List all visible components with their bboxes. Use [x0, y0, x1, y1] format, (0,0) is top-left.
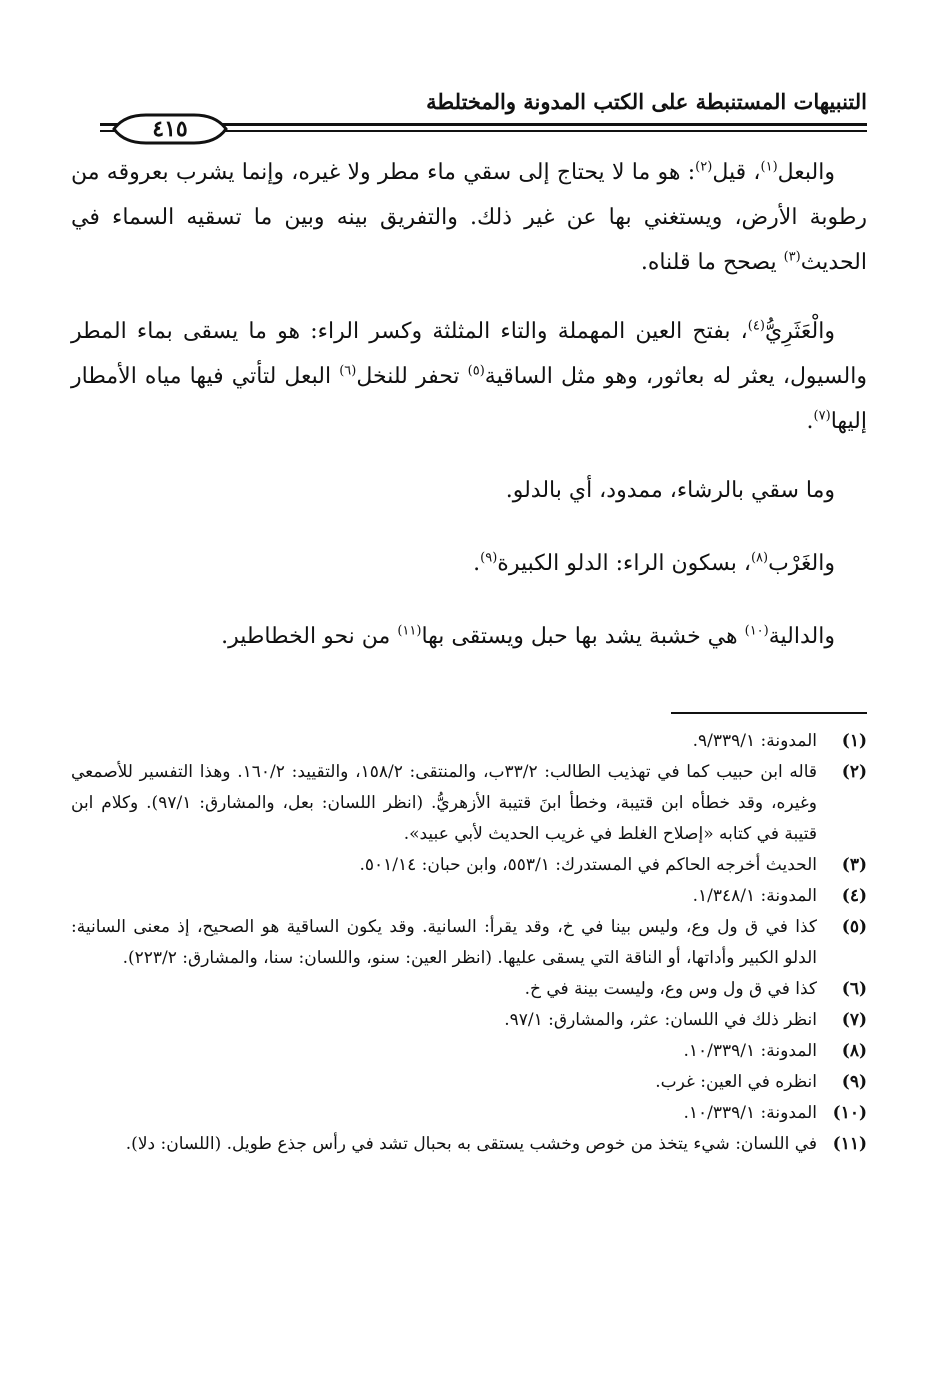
footnote-text: كذا في ق ول وس وع، وليست بينة في خ. — [524, 979, 817, 999]
footnote-text: قاله ابن حبيب كما في تهذيب الطالب: ٣٣/٢ب، والمنتقى: ١٥٨/٢، والتقييد: ١٦٠/٢. وهذا التفسير للأصمعي وغيره، وقد خطأه ابن قتيبة، وخطأ ابنَ قتيبة الأزهريُّ. (انظر اللسان: بعل، والمشارق: ٩٧/١). وكلام ابن قتيبة في كتابه «إصلاح الغلط في غريب الحديث لأبي عبيد». — [71, 762, 818, 844]
text-run: ، بفتح العين المهملة والتاء المثلثة وكسر الراء: هو ما يسقى بماء المطر والسيول، يعثر له بعاثور، وهو مثل الساقية — [71, 319, 867, 389]
text-run: والدالية — [768, 624, 835, 649]
text-run: والبعل — [777, 160, 835, 185]
text-run: والْعَثَرِيُّ — [764, 319, 835, 344]
page-number: ٤١٥ — [152, 116, 188, 142]
footnote-number: (٣) — [841, 855, 867, 875]
paragraph-2 — [71, 309, 867, 444]
footnote-ref[interactable]: (٢) — [695, 159, 713, 175]
text-run: يصحح ما قلناه. — [640, 250, 784, 275]
footnote-text: المدونة: ١٠/٣٣٩/١. — [683, 1041, 817, 1061]
text-run: هي خشبة يشد بها حبل ويستقى بها — [421, 624, 745, 649]
footnote-text: المدونة: ٩/٣٣٩/١. — [692, 731, 817, 751]
footnote-text: المدونة: ١/٣٤٨/١. — [692, 886, 817, 906]
footnote-number: (٦) — [841, 979, 867, 999]
text-run: من نحو الخطاطير. — [221, 624, 398, 649]
footnote-text: كذا في ق ول وع، وليس بينا في خ، وقد يقرأ: السانية. وقد يكون الساقية هو الصحيح، إذ معنى السانية: الدلو الكبير وأداتها، أو الناقة التي يسقى عليها. (انظر العين: سنو، واللسان: سنا، والمشارق: ٢٢٣/٢). — [71, 917, 817, 968]
text-run: البعل لتأتي فيها مياه الأمطار إليها — [71, 364, 867, 434]
footnote-ref[interactable]: (٩) — [480, 550, 498, 566]
footnote-ref[interactable]: (٤) — [747, 318, 765, 334]
text-run: . — [806, 409, 814, 434]
footnote-item — [71, 1005, 867, 1036]
footnote-ref[interactable]: (٥) — [467, 363, 485, 379]
footnote-item — [71, 1036, 867, 1067]
footnote-item — [71, 881, 867, 912]
footnote-ref[interactable]: (٣) — [783, 249, 801, 265]
footnote-text: انظر ذلك في اللسان: عثر، والمشارق: ٩٧/١. — [504, 1010, 817, 1030]
paragraph-1 — [71, 150, 867, 285]
footnote-number: (٥) — [841, 917, 867, 937]
footnote-text: الحديث أخرجه الحاكم في المستدرك: ٥٥٣/١، وابن حبان: ٥٠١/١٤. — [359, 855, 817, 875]
footnote-separator — [671, 712, 867, 714]
footnote-item — [71, 1098, 867, 1129]
paragraph-3 — [71, 468, 867, 513]
running-title: التنبيهات المستنبطة على الكتب المدونة والمختلطة — [426, 89, 867, 114]
footnote-number: (٩) — [841, 1072, 867, 1092]
text-run: ، قيل — [712, 160, 761, 185]
footnote-item — [71, 757, 867, 850]
footnote-ref[interactable]: (٨) — [750, 550, 769, 566]
footnote-item — [71, 1129, 867, 1160]
text-run: وما سقي بالرشاء، ممدود، أي بالدلو. — [505, 478, 835, 503]
paragraph-4 — [71, 541, 867, 586]
footnote-text: في اللسان: شيء يتخذ من خوص وخشب يستقى به بحبال تشد في رأس جذع طويل. (اللسان: دلا). — [125, 1134, 817, 1154]
text-run: : هو ما لا يحتاج إلى سقي ماء مطر ولا غيره، وإنما يشرب بعروقه من رطوبة الأرض، ويستغني بها عن غير ذلك. والتفريق بينه وبين ما تسقيه السماء في الحديث — [71, 160, 867, 275]
footnote-ref[interactable]: (١١) — [397, 623, 422, 639]
footnote-text: المدونة: ١٠/٣٣٩/١. — [683, 1103, 817, 1123]
footnote-number: (٢) — [841, 762, 867, 782]
footnote-ref[interactable]: (١) — [760, 159, 778, 175]
footnote-item — [71, 850, 867, 881]
text-run: والغَرْب — [768, 551, 835, 576]
footnotes — [71, 726, 867, 1160]
footnote-ref[interactable]: (٦) — [339, 363, 357, 379]
footnote-number: (٤) — [841, 886, 867, 906]
page-number-badge — [110, 112, 230, 146]
footnote-item — [71, 974, 867, 1005]
footnote-number: (١) — [841, 731, 867, 751]
footnote-ref[interactable]: (١٠) — [744, 623, 769, 639]
footnote-text: انظره في العين: غرب. — [655, 1072, 817, 1092]
main-text — [71, 150, 867, 683]
footnote-item — [71, 1067, 867, 1098]
footnote-item — [71, 726, 867, 757]
paragraph-5 — [71, 614, 867, 659]
text-run: تحفر للنخل — [356, 364, 468, 389]
footnote-number: (١٠) — [832, 1103, 867, 1123]
footnote-ref[interactable]: (٧) — [813, 408, 831, 424]
text-run: ، بسكون الراء: الدلو الكبيرة — [497, 551, 751, 576]
footnote-number: (٧) — [841, 1010, 867, 1030]
footnote-item — [71, 912, 867, 974]
footnote-number: (١١) — [832, 1134, 867, 1154]
footnote-number: (٨) — [841, 1041, 867, 1061]
text-run: . — [473, 551, 481, 576]
